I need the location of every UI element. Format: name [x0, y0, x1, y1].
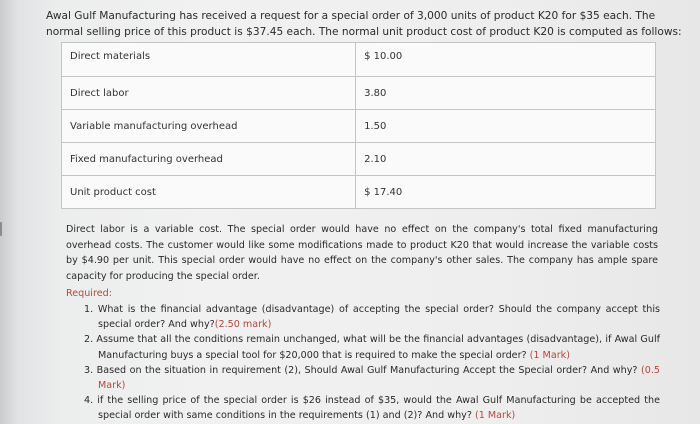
- unit-cost-table: [61, 42, 656, 209]
- question-item: [84, 363, 660, 393]
- question-text: 2. Assume that all the conditions remain unchanged, what will be the financial advantages (disadvantage), if Awal Gulf Manufacturing buys a special tool for $20,000 that is required to make the special order?: [84, 334, 660, 361]
- intro-paragraph: Awal Gulf Manufacturing has received a request for a special order of 3,000 units of product K20 for $35 each. The normal selling price of this product is $37.45 each. The normal unit product cost of product K20 is computed as follows:: [46, 10, 682, 38]
- question-item: [84, 393, 660, 423]
- cost-label: Direct materials: [62, 43, 356, 77]
- table-row: [62, 143, 656, 176]
- table-row: [62, 176, 656, 209]
- question-mark-value: (2.50 mark): [214, 319, 272, 331]
- question-text: 4. if the selling price of the special order is $26 instead of $35, would the Awal Gulf Manufacturing be accepted the special order with same conditions in the requirements (1) and (2)? And why?: [84, 395, 660, 422]
- question-mark-value: (1 Mark): [529, 349, 570, 361]
- cost-value: 3.80: [356, 77, 656, 110]
- required-heading: Required:: [66, 288, 112, 299]
- question-item: [84, 302, 660, 332]
- table-row: [62, 77, 656, 110]
- cost-label: Fixed manufacturing overhead: [62, 143, 356, 176]
- cost-label: Direct labor: [62, 77, 356, 110]
- case-paragraph: Direct labor is a variable cost. The special order would have no effect on the company's total fixed manufacturing overhead costs. The customer would like some modifications made to product K20 that would increase the variable costs by $4.90 per unit. This special order would have no effect on the company's other sales. The company has ample spare capacity for producing the special order.: [66, 224, 658, 282]
- table-row: [62, 43, 656, 77]
- question-item: [84, 332, 660, 362]
- question-text: 3. Based on the situation in requirement (2), Should Awal Gulf Manufacturing Accept the Special order? And why?: [84, 364, 641, 376]
- table-row: [62, 110, 656, 143]
- cost-label: Variable manufacturing overhead: [62, 110, 356, 143]
- question-mark-value: (1 Mark): [474, 410, 516, 422]
- question-text: 1. What is the financial advantage (disadvantage) of accepting the special order? Should the company accept this special order? And why?: [84, 304, 660, 331]
- page-edge-mark: [0, 222, 6, 236]
- questions-list: [84, 302, 660, 424]
- cost-value: $ 17.40: [356, 176, 656, 209]
- question-mark-value: (0.5 Mark): [98, 364, 660, 392]
- cost-value: 2.10: [356, 143, 656, 176]
- cost-value: 1.50: [356, 110, 656, 143]
- cost-value: $ 10.00: [356, 43, 656, 77]
- cost-label: Unit product cost: [62, 176, 356, 209]
